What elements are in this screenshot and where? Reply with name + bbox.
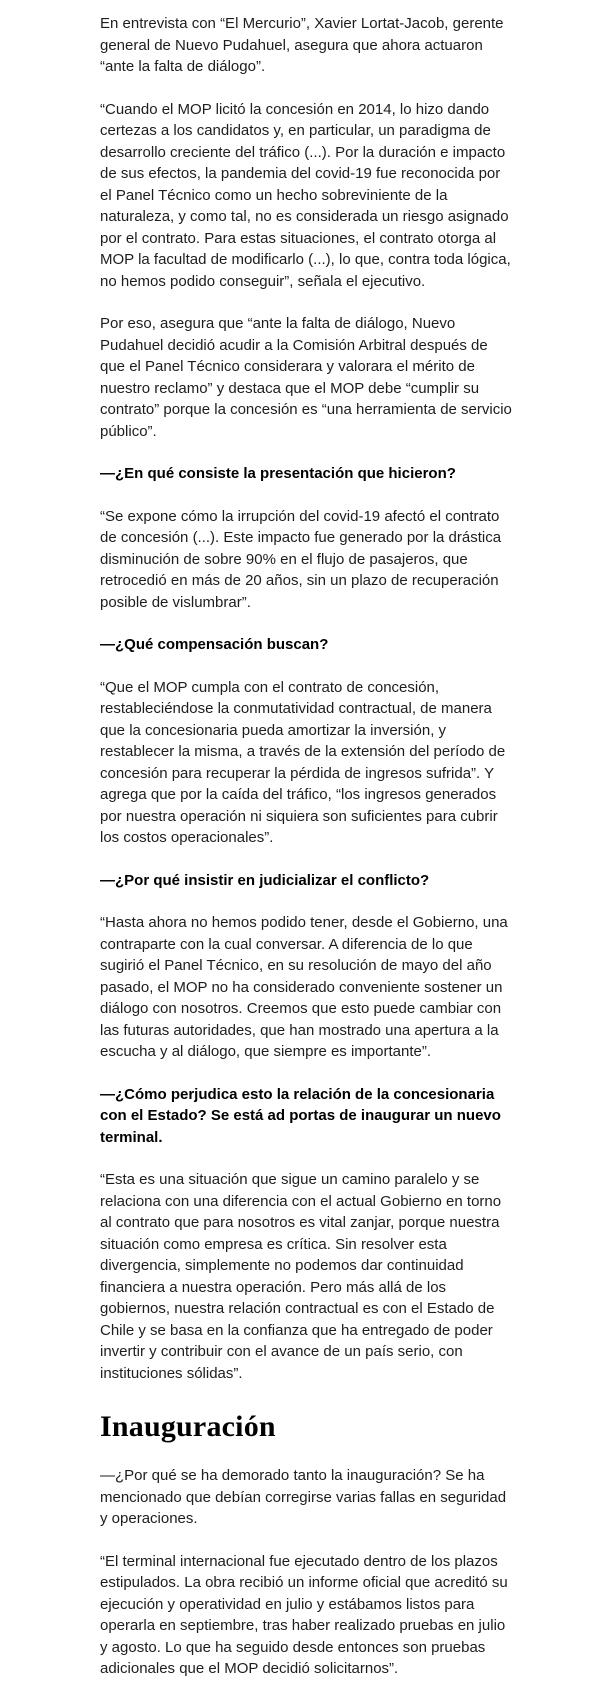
section-heading: Inauguración <box>100 1410 276 1443</box>
article-paragraph: “Esta es una situación que sigue un camino paralelo y se relaciona con una diferencia con el actual Gobierno en torno al contrato que para nosotros es vital zanjar, porque nuestra situación como empresa es crítica. Sin resolver esta divergencia, simplemente no podemos dar continuidad financiera a nuestra operación. Pero más allá de los gobiernos, nuestra relación contractual es con el Estado de Chile y se basa en la confianza que ha entregado de poder invertir y contribuir con el avance de un país serio, con instituciones sólidas”. <box>100 1171 502 1382</box>
interview-question: —¿Qué compensación buscan? <box>100 636 329 653</box>
article-paragraph: “Cuando el MOP licitó la concesión en 2014, lo hizo dando certezas a los candidatos y, en particular, un paradigma de desarrollo creciente del tráfico (...). Por la duración e impacto de sus efectos, la pandemia del covid-19 fue reconocida por el Panel Técnico como un hecho sobreviniente de la naturaleza, y como tal, no es considerada un riesgo asignado por el contrato. Para estas situaciones, el contrato otorga al MOP la facultad de modificarlo (...), lo que, contra toda lógica, no hemos podido conseguir”, señala el ejecutivo. <box>100 100 511 290</box>
article-paragraph: En entrevista con “El Mercurio”, Xavier Lortat-Jacob, gerente general de Nuevo Pudahuel, asegura que ahora actuaron “ante la falta de diálogo”. <box>100 15 504 75</box>
article-paragraph: “Hasta ahora no hemos podido tener, desde el Gobierno, una contraparte con la cual conversar. A diferencia de lo que sugirió el Panel Técnico, en su resolución de mayo del año pasado, el MOP no ha considerado conveniente sostener un diálogo con nosotros. Creemos que esto puede cambiar con las futuras autoridades, que han mostrado una apertura a la escucha y al diálogo, que siempre es importante”. <box>100 914 508 1060</box>
article-body <box>100 0 515 1680</box>
interview-question: —¿Por qué insistir en judicializar el conflicto? <box>100 871 430 889</box>
interview-question-regular: —¿Por qué se ha demorado tanto la inauguración? Se ha mencionado que debían corregirse varias fallas en seguridad y operaciones. <box>100 1467 507 1527</box>
interview-question: —¿Cómo perjudica esto la relación de la concesionaria con el Estado? Se está ad portas de inaugurar un nuevo terminal. <box>100 1085 501 1146</box>
article-paragraph: “Que el MOP cumpla con el contrato de concesión, restableciéndose la conmutatividad contractual, de manera que la concesionaria pueda amortizar la inversión, y restablecer la misma, a través de la extensión del período de concesión para recuperar la pérdida de ingresos sufrida”. Y agrega que por la caída del tráfico, “los ingresos generados por nuestra operación ni siquiera son suficientes para cubrir los costos operacionales”. <box>100 678 506 846</box>
interview-question: —¿En qué consiste la presentación que hicieron? <box>100 465 456 482</box>
article-paragraph: “Se expone cómo la irrupción del covid-19 afectó el contrato de concesión (...). Este impacto fue generado por la drástica disminución de sobre 90% en el flujo de pasajeros, que retrocedió en más de 20 años, sin un plazo de recuperación posible de vislumbrar”. <box>100 507 502 611</box>
article-paragraph: “El terminal internacional fue ejecutado dentro de los plazos estipulados. La obra recibió un informe oficial que acreditó su ejecución y operatividad en julio y estábamos listos para operarla en septiembre, tras haber realizado pruebas en julio y agosto. Lo que ha seguido desde entonces son pruebas adicionales que el MOP decidió solicitarnos”. <box>100 1552 508 1677</box>
article-paragraph: Por eso, asegura que “ante la falta de diálogo, Nuevo Pudahuel decidió acudir a la Comisión Arbitral después de que el Panel Técnico considerara y valorara el mérito de nuestro reclamo” y destaca que el MOP debe “cumplir su contrato” porque la concesión es “una herramienta de servicio público”. <box>100 315 512 440</box>
